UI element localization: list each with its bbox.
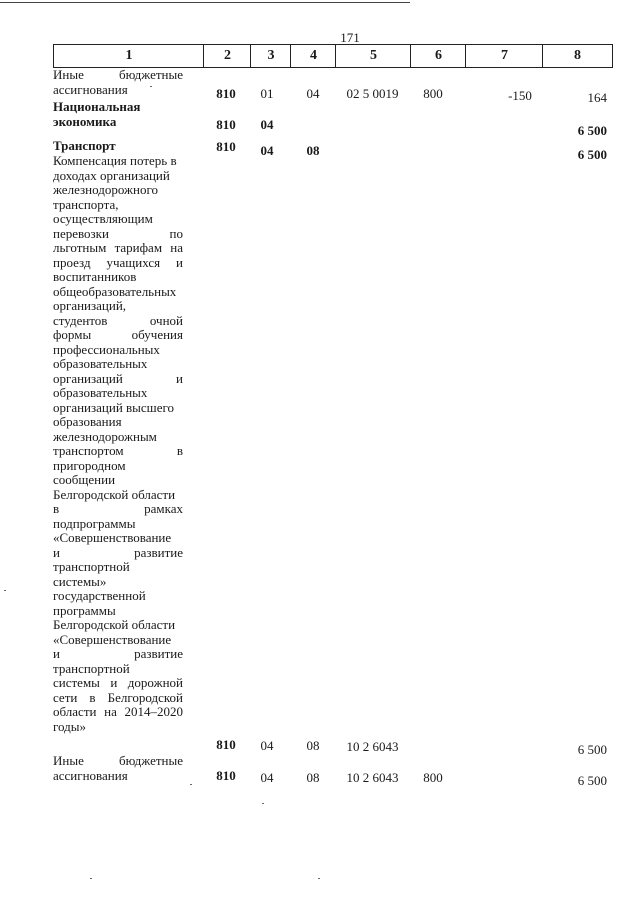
top-rule bbox=[0, 2, 410, 3]
header-col-8: 8 bbox=[542, 45, 613, 67]
desc-line: Иные бюджетные bbox=[53, 753, 183, 768]
page-number: 171 bbox=[340, 30, 360, 45]
header-col-4: 4 bbox=[290, 45, 336, 67]
desc-line: воспитанников bbox=[53, 269, 137, 284]
scan-speck bbox=[150, 86, 152, 87]
desc-line: системы» bbox=[53, 573, 107, 589]
desc-line: формы обучения bbox=[53, 327, 183, 342]
row-2-title-col-3: 04 bbox=[260, 143, 274, 158]
desc-line: профессиональных bbox=[53, 341, 160, 357]
row-3-col-8: 6 500 bbox=[577, 773, 607, 788]
desc-line: осуществляющим bbox=[53, 211, 153, 226]
desc-line: организаций и bbox=[53, 370, 183, 386]
desc-line: сети в Белгородской bbox=[53, 689, 183, 705]
desc-line: Национальная bbox=[53, 99, 141, 114]
desc-line: в рамках bbox=[53, 501, 183, 516]
header-col-3: 3 bbox=[250, 45, 291, 67]
header-col-1: 1 bbox=[53, 45, 204, 67]
row-0-col-4: 04 bbox=[306, 86, 320, 101]
desc-line: Компенсация потерь в bbox=[53, 153, 177, 168]
desc-line: общеобразовательных bbox=[53, 283, 177, 299]
row-description bbox=[53, 68, 183, 97]
desc-line: организаций, bbox=[53, 298, 127, 313]
desc-line: железнодорожным bbox=[53, 428, 157, 444]
desc-line: транспортной bbox=[53, 660, 130, 676]
desc-line: «Совершенствование bbox=[53, 530, 172, 545]
desc-line: и развитие bbox=[53, 646, 183, 661]
row-1-col-3: 04 bbox=[260, 117, 274, 132]
row-title-text: Транспорт bbox=[53, 138, 116, 153]
desc-line: железнодорожного bbox=[53, 182, 158, 197]
row-2-col-4: 08 bbox=[306, 738, 320, 753]
row-0-col-6: 800 bbox=[423, 86, 443, 101]
row-0-col-3: 01 bbox=[260, 86, 274, 101]
desc-line: подпрограммы bbox=[53, 515, 136, 531]
scan-speck bbox=[262, 803, 264, 804]
desc-line: пригородном bbox=[53, 457, 126, 473]
row-title bbox=[53, 139, 183, 154]
desc-line: программы bbox=[53, 602, 116, 618]
row-description bbox=[53, 100, 183, 129]
row-3-col-6: 800 bbox=[423, 770, 443, 785]
header-col-7: 7 bbox=[465, 45, 543, 67]
row-3-col-3: 04 bbox=[260, 770, 274, 785]
desc-line: транспорта, bbox=[53, 196, 119, 212]
row-3-col-4: 08 bbox=[306, 770, 320, 785]
row-2-title-col-8: 6 500 bbox=[577, 147, 607, 162]
desc-line: Белгородской области bbox=[53, 486, 176, 502]
desc-line: Иные бюджетные bbox=[53, 67, 183, 82]
desc-line: ассигнования bbox=[53, 81, 128, 97]
scan-speck bbox=[318, 878, 320, 879]
row-2-col-3: 04 bbox=[260, 738, 274, 753]
desc-line: системы и дорожной bbox=[53, 675, 183, 690]
desc-line: организаций высшего bbox=[53, 399, 174, 415]
desc-line: сообщении bbox=[53, 472, 116, 487]
desc-line: перевозки по bbox=[53, 225, 183, 241]
desc-line: «Совершенствование bbox=[53, 631, 172, 647]
desc-line: транспортом в bbox=[53, 443, 183, 458]
desc-line: образования bbox=[53, 414, 122, 429]
row-2-title-col-2: 810 bbox=[216, 139, 236, 154]
desc-line: области на 2014–2020 bbox=[53, 704, 183, 719]
desc-line: транспортной bbox=[53, 559, 130, 574]
desc-line: ассигнования bbox=[53, 767, 128, 783]
row-1-col-8: 6 500 bbox=[577, 123, 607, 138]
desc-line: льготным тарифам на bbox=[53, 240, 183, 255]
row-2-title-col-4: 08 bbox=[306, 143, 320, 158]
desc-line: проезд учащихся и bbox=[53, 254, 183, 270]
row-0-col-7: -150 bbox=[508, 88, 532, 103]
desc-line: и развитие bbox=[53, 544, 183, 560]
desc-line: экономика bbox=[53, 113, 117, 129]
row-2-col-8: 6 500 bbox=[577, 742, 607, 757]
row-0-col-2: 810 bbox=[216, 86, 236, 101]
scan-speck bbox=[4, 590, 6, 591]
header-col-2: 2 bbox=[203, 45, 251, 67]
row-3-col-5: 10 2 6043 bbox=[346, 770, 399, 785]
desc-line: образовательных bbox=[53, 356, 148, 371]
desc-line: студентов очной bbox=[53, 312, 183, 328]
desc-line: доходах организаций bbox=[53, 167, 170, 183]
row-0-col-8: 164 bbox=[587, 90, 607, 105]
row-2-col-5: 10 2 6043 bbox=[346, 739, 399, 754]
desc-line: государственной bbox=[53, 588, 146, 603]
table-header bbox=[53, 44, 613, 68]
scan-speck bbox=[190, 784, 192, 785]
header-col-6: 6 bbox=[410, 45, 466, 67]
row-1-col-2: 810 bbox=[216, 117, 236, 132]
row-description bbox=[53, 754, 183, 783]
desc-line: Белгородской области bbox=[53, 617, 176, 632]
header-col-5: 5 bbox=[335, 45, 411, 67]
row-2-col-2: 810 bbox=[216, 737, 236, 752]
row-description-long bbox=[53, 154, 183, 734]
scan-speck bbox=[90, 878, 92, 879]
desc-line: годы» bbox=[53, 718, 86, 734]
row-0-col-5: 02 5 0019 bbox=[346, 86, 399, 101]
desc-line: образовательных bbox=[53, 385, 148, 400]
row-3-col-2: 810 bbox=[216, 768, 236, 783]
